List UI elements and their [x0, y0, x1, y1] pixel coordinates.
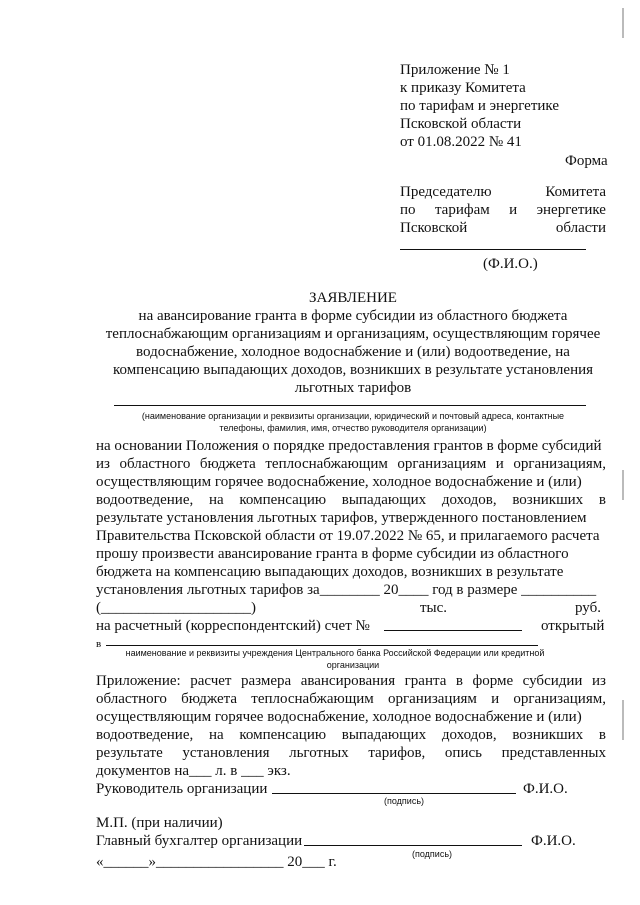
body-line-1: на основании Положения о порядке предоставления грантов в форме субсидий [96, 438, 602, 454]
title-line-1: на авансирование гранта в форме субсидии из областного бюджета [138, 308, 568, 324]
bank-name-field[interactable] [106, 645, 538, 646]
text-word: организациям, [513, 691, 606, 707]
organization-hint-line-1: (наименование организации и реквизиты организации, юридический и почтовый адреса, контактные [141, 411, 565, 421]
text-word: областного [96, 691, 167, 707]
text-word: и [509, 202, 518, 218]
text-word: гранта [404, 673, 447, 689]
text-word: тарифам [434, 202, 490, 218]
text-word: областного [119, 456, 191, 472]
text-word: на [208, 492, 224, 508]
text-word: форме [472, 673, 514, 689]
text-word: размера [241, 673, 292, 689]
body-line-7: прошу произвести авансирование гранта в форме субсидии из областного [96, 546, 569, 562]
body-line-8: бюджета на компенсацию выпадающих доходов, возникших в результате [96, 564, 564, 580]
title-line-4: компенсацию выпадающих доходов, возникших в результате установления [112, 362, 594, 378]
form-label: Форма [565, 153, 608, 169]
attachment-line-2 [96, 690, 606, 708]
head-signature-hint: (подпись) [384, 796, 425, 806]
organization-name-line[interactable] [114, 405, 586, 406]
text-word: и [495, 456, 504, 472]
text-word: из [591, 673, 606, 689]
title-line-2: теплоснабжающим организациям и организациям, осуществляющим горячее [105, 326, 601, 342]
text-word: водоотведение, [96, 492, 194, 508]
attachment-line-3: осуществляющим горячее водоснабжение, холодное водоснабжение и (или) [96, 709, 582, 725]
text-word: возникших [512, 727, 584, 743]
title-line-3: водоснабжение, холодное водоснабжение и (или) водоотведение, на [136, 344, 570, 360]
text-word: Председателю [400, 184, 492, 200]
head-label: Руководитель организации [96, 781, 268, 797]
text-word: компенсацию [239, 492, 327, 508]
text-word: тарифов, [368, 745, 426, 761]
text-word: компенсацию [239, 727, 327, 743]
bank-prefix: в [96, 638, 102, 650]
amount-in-words-field[interactable]: (____________________) [96, 600, 256, 616]
title-line-5: льготных тарифов [294, 380, 412, 396]
text-word: в [455, 673, 463, 689]
attachment-line-4 [96, 726, 606, 744]
accountant-signature-hint: (подпись) [412, 849, 453, 859]
scan-edge-mark [622, 8, 624, 38]
text-word: представленных [501, 745, 606, 761]
appendix-line-5: от 01.08.2022 № 41 [400, 134, 522, 150]
appendix-line-1: Приложение № 1 [400, 62, 510, 78]
head-signature-field[interactable] [272, 793, 516, 794]
body-line-3: осуществляющим горячее водоснабжение, холодное водоснабжение и (или) [96, 474, 582, 490]
opened-label: открытый [541, 618, 605, 634]
body-line-9: установления льготных тарифов за________ 20____ год в размере __________ [96, 582, 597, 598]
text-word: и [491, 691, 500, 707]
addressee-line-3 [400, 219, 606, 237]
accountant-fio-label: Ф.И.О. [531, 833, 576, 849]
head-fio-label: Ф.И.О. [523, 781, 568, 797]
text-word: результате [96, 745, 163, 761]
thousand-label: тыс. [420, 600, 448, 616]
appendix-line-3: по тарифам и энергетике [400, 98, 559, 114]
scan-edge-mark [622, 700, 624, 740]
text-word: на [208, 727, 224, 743]
text-word: установления [182, 745, 270, 761]
text-word: выпадающих [341, 492, 427, 508]
text-word: организациям [387, 691, 477, 707]
text-word: из [96, 456, 110, 472]
bank-hint-line-1: наименование и реквизиты учреждения Центрального банка Российской Федерации или кредитной [125, 648, 545, 658]
text-word: организациям, [513, 456, 606, 472]
attachment-line-6: документов на___ л. в ___ экз. [96, 763, 291, 779]
text-word: в [598, 727, 606, 743]
text-word: бюджета [199, 456, 256, 472]
text-word: области [555, 220, 606, 236]
addressee-name-line[interactable] [400, 249, 586, 250]
scan-edge-mark [622, 470, 624, 500]
text-word: Псковской [400, 220, 468, 236]
text-word: Приложение: [96, 673, 181, 689]
text-word: доходов, [441, 492, 497, 508]
text-word: расчет [190, 673, 232, 689]
account-label: на расчетный (корреспондентский) счет № [96, 618, 370, 634]
text-word: по [400, 202, 416, 218]
text-word: льготных [289, 745, 349, 761]
rubles-label: руб. [575, 600, 601, 616]
accountant-label: Главный бухгалтер организации [96, 833, 303, 849]
bank-hint-line-2: организации [326, 660, 380, 670]
body-line-6: Правительства Псковской области от 19.07.2022 № 65, и прилагаемого расчета [96, 528, 600, 544]
attachment-line-1 [96, 672, 606, 690]
text-word: энергетике [536, 202, 606, 218]
text-word: авансирования [300, 673, 396, 689]
accountant-signature-field[interactable] [304, 845, 522, 846]
text-word: возникших [512, 492, 584, 508]
document-title: ЗАЯВЛЕНИЕ [309, 290, 397, 306]
addressee-fio-hint: (Ф.И.О.) [483, 256, 538, 272]
organization-hint-line-2: телефоны, фамилия, имя, отчество руководителя организации) [219, 423, 487, 433]
addressee-line-1 [400, 183, 606, 201]
text-word: организациям [397, 456, 487, 472]
attachment-line-5 [96, 744, 606, 762]
text-word: водоотведение, [96, 727, 194, 743]
text-word: доходов, [441, 727, 497, 743]
addressee-line-2 [400, 201, 606, 219]
date-field[interactable]: «______»_________________ 20___ г. [96, 854, 337, 870]
text-word: опись [444, 745, 482, 761]
text-word: теплоснабжающим [265, 456, 388, 472]
text-word: бюджета [181, 691, 238, 707]
text-word: теплоснабжающим [251, 691, 374, 707]
appendix-line-2: к приказу Комитета [400, 80, 526, 96]
body-line-2 [96, 455, 606, 473]
text-word: Комитета [545, 184, 606, 200]
seal-label: М.П. (при наличии) [96, 815, 223, 831]
body-line-4 [96, 491, 606, 509]
text-word: субсидии [522, 673, 583, 689]
text-word: в [598, 492, 606, 508]
appendix-line-4: Псковской области [400, 116, 522, 132]
account-number-field[interactable] [384, 630, 522, 631]
text-word: выпадающих [341, 727, 427, 743]
body-line-5: результате установления льготных тарифов, утвержденного постановлением [96, 510, 587, 526]
